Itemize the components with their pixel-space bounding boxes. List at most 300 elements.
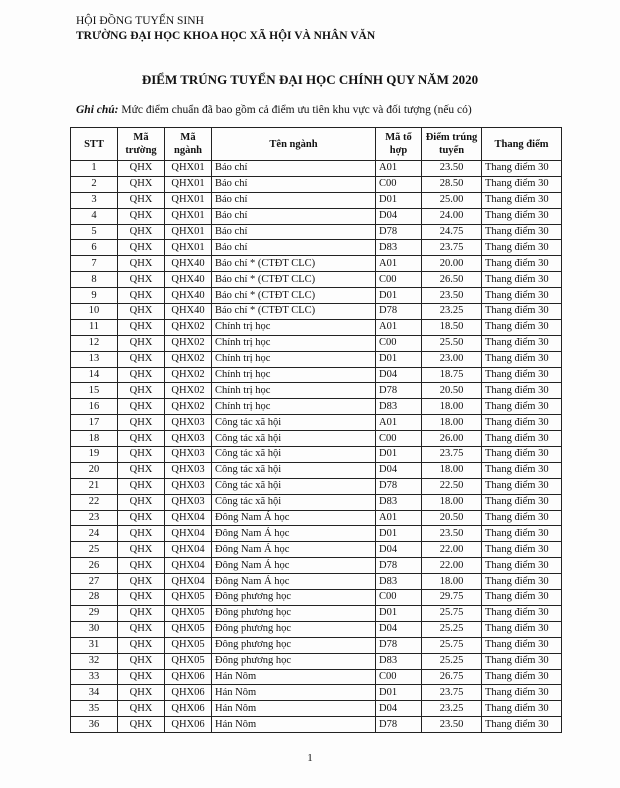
table-cell: 6 [71, 240, 118, 256]
table-row [71, 653, 562, 669]
table-row [71, 574, 562, 590]
table-cell: 23.25 [422, 701, 482, 717]
table-cell: QHX02 [165, 399, 212, 415]
table-cell: Hán Nôm [212, 669, 376, 685]
table-cell: 20 [71, 462, 118, 478]
table-row [71, 176, 562, 192]
table-cell: Chính trị học [212, 351, 376, 367]
table-cell: D04 [376, 701, 422, 717]
admission-scores-table [70, 127, 562, 733]
table-cell: C00 [376, 669, 422, 685]
table-cell: QHX [118, 510, 165, 526]
table-cell: D04 [376, 621, 422, 637]
table-row [71, 399, 562, 415]
table-cell: Thang điểm 30 [482, 494, 562, 510]
table-cell: 34 [71, 685, 118, 701]
table-cell: Đông Nam Á học [212, 542, 376, 558]
table-cell: A01 [376, 161, 422, 177]
table-cell: QHX02 [165, 351, 212, 367]
table-cell: 20.50 [422, 510, 482, 526]
table-cell: QHX01 [165, 176, 212, 192]
table-cell: 16 [71, 399, 118, 415]
table-cell: QHX03 [165, 494, 212, 510]
table-cell: Đông Nam Á học [212, 510, 376, 526]
table-cell: 25 [71, 542, 118, 558]
table-cell: 14 [71, 367, 118, 383]
column-header: Thang điểm [482, 128, 562, 161]
table-cell: QHX [118, 335, 165, 351]
table-cell: QHX05 [165, 621, 212, 637]
table-cell: QHX02 [165, 319, 212, 335]
organization-header [76, 14, 375, 44]
table-cell: 36 [71, 717, 118, 733]
document-title: ĐIỂM TRÚNG TUYỂN ĐẠI HỌC CHÍNH QUY NĂM 2020 [141, 72, 479, 87]
table-cell: C00 [376, 590, 422, 606]
table-row [71, 335, 562, 351]
table-cell: QHX [118, 272, 165, 288]
table-cell: Thang điểm 30 [482, 510, 562, 526]
table-cell: Thang điểm 30 [482, 288, 562, 304]
table-cell: D78 [376, 224, 422, 240]
table-cell: QHX [118, 462, 165, 478]
table-row [71, 542, 562, 558]
table-cell: Thang điểm 30 [482, 590, 562, 606]
table-cell: QHX40 [165, 272, 212, 288]
table-cell: Chính trị học [212, 367, 376, 383]
table-cell: D01 [376, 351, 422, 367]
table-cell: Báo chí [212, 224, 376, 240]
university-name: TRƯỜNG ĐẠI HỌC KHOA HỌC XÃ HỘI VÀ NHÂN VĂN [76, 30, 376, 42]
table-cell: Thang điểm 30 [482, 335, 562, 351]
table-cell: 17 [71, 415, 118, 431]
table-cell: Thang điểm 30 [482, 605, 562, 621]
table-cell: Thang điểm 30 [482, 367, 562, 383]
table-cell: 23.25 [422, 304, 482, 320]
table-cell: QHX [118, 351, 165, 367]
table-cell: 26.50 [422, 272, 482, 288]
table-cell: QHX05 [165, 637, 212, 653]
table-cell: 22.00 [422, 542, 482, 558]
table-cell: 18.75 [422, 367, 482, 383]
table-cell: Đông phương học [212, 621, 376, 637]
table-cell: 23.75 [422, 447, 482, 463]
table-cell: 23.50 [422, 288, 482, 304]
table-cell: 23.00 [422, 351, 482, 367]
table-cell: QHX03 [165, 431, 212, 447]
table-cell: D78 [376, 478, 422, 494]
table-cell: 11 [71, 319, 118, 335]
table-cell: Thang điểm 30 [482, 621, 562, 637]
table-header-row [71, 128, 562, 161]
table-cell: Báo chí * (CTĐT CLC) [212, 288, 376, 304]
table-cell: Thang điểm 30 [482, 431, 562, 447]
table-cell: Thang điểm 30 [482, 192, 562, 208]
table-cell: Công tác xã hội [212, 494, 376, 510]
table-cell: Thang điểm 30 [482, 176, 562, 192]
table-cell: QHX05 [165, 605, 212, 621]
column-header: Mã ngành [165, 128, 212, 161]
table-cell: QHX [118, 192, 165, 208]
table-cell: D01 [376, 605, 422, 621]
table-row [71, 288, 562, 304]
table-cell: QHX06 [165, 669, 212, 685]
table-cell: QHX [118, 605, 165, 621]
table-cell: Thang điểm 30 [482, 462, 562, 478]
table-cell: Chính trị học [212, 399, 376, 415]
table-cell: Đông phương học [212, 605, 376, 621]
table-cell: QHX04 [165, 510, 212, 526]
table-cell: Công tác xã hội [212, 447, 376, 463]
table-cell: 2 [71, 176, 118, 192]
table-cell: C00 [376, 176, 422, 192]
table-row [71, 256, 562, 272]
table-cell: 3 [71, 192, 118, 208]
table-cell: D01 [376, 685, 422, 701]
table-cell: 26.75 [422, 669, 482, 685]
table-cell: Hán Nôm [212, 717, 376, 733]
table-cell: Thang điểm 30 [482, 478, 562, 494]
table-row [71, 447, 562, 463]
table-cell: 23.50 [422, 161, 482, 177]
table-cell: 29.75 [422, 590, 482, 606]
table-cell: QHX01 [165, 224, 212, 240]
table-cell: 25.75 [422, 637, 482, 653]
table-row [71, 685, 562, 701]
table-cell: Đông Nam Á học [212, 526, 376, 542]
table-cell: Chính trị học [212, 383, 376, 399]
table-cell: A01 [376, 415, 422, 431]
table-cell: QHX [118, 399, 165, 415]
table-cell: Thang điểm 30 [482, 304, 562, 320]
table-cell: D83 [376, 399, 422, 415]
table-cell: 28 [71, 590, 118, 606]
table-cell: Thang điểm 30 [482, 399, 562, 415]
table-cell: 21 [71, 478, 118, 494]
table-cell: QHX05 [165, 653, 212, 669]
table-cell: Hán Nôm [212, 685, 376, 701]
table-cell: Thang điểm 30 [482, 272, 562, 288]
table-row [71, 621, 562, 637]
table-cell: Thang điểm 30 [482, 224, 562, 240]
table-cell: 23.75 [422, 240, 482, 256]
table-cell: Báo chí [212, 208, 376, 224]
table-cell: 25.25 [422, 621, 482, 637]
table-cell: D78 [376, 558, 422, 574]
table-cell: 25.50 [422, 335, 482, 351]
table-cell: 8 [71, 272, 118, 288]
table-cell: 31 [71, 637, 118, 653]
table-row [71, 415, 562, 431]
table-cell: Thang điểm 30 [482, 558, 562, 574]
table-cell: Đông phương học [212, 637, 376, 653]
table-cell: QHX04 [165, 558, 212, 574]
table-cell: QHX03 [165, 415, 212, 431]
table-cell: D04 [376, 542, 422, 558]
table-cell: QHX06 [165, 701, 212, 717]
table-cell: Chính trị học [212, 335, 376, 351]
table-cell: QHX05 [165, 590, 212, 606]
table-row [71, 431, 562, 447]
table-cell: 25.75 [422, 605, 482, 621]
table-cell: D78 [376, 717, 422, 733]
table-cell: 23 [71, 510, 118, 526]
table-cell: 18.00 [422, 415, 482, 431]
table-cell: Công tác xã hội [212, 415, 376, 431]
table-cell: QHX01 [165, 208, 212, 224]
table-cell: D01 [376, 288, 422, 304]
table-cell: D04 [376, 462, 422, 478]
table-cell: QHX [118, 526, 165, 542]
table-cell: Báo chí * (CTĐT CLC) [212, 256, 376, 272]
table-row [71, 304, 562, 320]
table-cell: QHX03 [165, 462, 212, 478]
table-cell: QHX [118, 304, 165, 320]
table-cell: Báo chí [212, 176, 376, 192]
table-cell: QHX [118, 669, 165, 685]
table-cell: Thang điểm 30 [482, 685, 562, 701]
table-cell: Thang điểm 30 [482, 701, 562, 717]
note-label: Ghi chú: [76, 104, 119, 116]
table-cell: 7 [71, 256, 118, 272]
table-cell: D83 [376, 574, 422, 590]
table-cell: QHX06 [165, 717, 212, 733]
table-cell: Đông Nam Á học [212, 558, 376, 574]
table-cell: Báo chí * (CTĐT CLC) [212, 304, 376, 320]
table-cell: 26 [71, 558, 118, 574]
table-cell: Hán Nôm [212, 701, 376, 717]
table-row [71, 192, 562, 208]
table-cell: Công tác xã hội [212, 478, 376, 494]
table-row [71, 637, 562, 653]
table-cell: D78 [376, 304, 422, 320]
table-row [71, 367, 562, 383]
table-cell: QHX40 [165, 304, 212, 320]
table-cell: 24 [71, 526, 118, 542]
table-cell: Đông Nam Á học [212, 574, 376, 590]
table-cell: QHX [118, 574, 165, 590]
table-cell: QHX03 [165, 478, 212, 494]
table-cell: 10 [71, 304, 118, 320]
table-cell: D78 [376, 637, 422, 653]
table-cell: D83 [376, 240, 422, 256]
table-cell: Thang điểm 30 [482, 574, 562, 590]
table-cell: QHX01 [165, 240, 212, 256]
table-cell: Báo chí [212, 161, 376, 177]
table-cell: A01 [376, 256, 422, 272]
table-cell: 24.75 [422, 224, 482, 240]
table-cell: 27 [71, 574, 118, 590]
table-cell: 22 [71, 494, 118, 510]
table-cell: Đông phương học [212, 590, 376, 606]
table-cell: 13 [71, 351, 118, 367]
table-cell: 18.00 [422, 399, 482, 415]
table-cell: Thang điểm 30 [482, 542, 562, 558]
table-cell: C00 [376, 335, 422, 351]
table-cell: QHX [118, 208, 165, 224]
table-cell: QHX06 [165, 685, 212, 701]
table-row [71, 224, 562, 240]
table-cell: 23.75 [422, 685, 482, 701]
table-cell: QHX [118, 319, 165, 335]
table-cell: 30 [71, 621, 118, 637]
table-cell: A01 [376, 510, 422, 526]
table-cell: QHX04 [165, 526, 212, 542]
table-cell: QHX [118, 590, 165, 606]
table-cell: D01 [376, 526, 422, 542]
table-cell: 12 [71, 335, 118, 351]
table-cell: QHX [118, 717, 165, 733]
table-cell: Thang điểm 30 [482, 161, 562, 177]
table-row [71, 383, 562, 399]
table-cell: 32 [71, 653, 118, 669]
table-cell: D04 [376, 208, 422, 224]
table-cell: C00 [376, 431, 422, 447]
column-header: Mã trường [118, 128, 165, 161]
table-cell: Thang điểm 30 [482, 351, 562, 367]
table-row [71, 510, 562, 526]
table-cell: QHX [118, 701, 165, 717]
table-cell: QHX [118, 637, 165, 653]
table-row [71, 590, 562, 606]
table-row [71, 669, 562, 685]
table-row [71, 478, 562, 494]
table-cell: 20.00 [422, 256, 482, 272]
table-cell: QHX [118, 431, 165, 447]
table-cell: QHX04 [165, 574, 212, 590]
table-cell: D83 [376, 653, 422, 669]
table-cell: QHX [118, 447, 165, 463]
table-cell: QHX [118, 478, 165, 494]
table-cell: 18.00 [422, 494, 482, 510]
table-cell: QHX [118, 367, 165, 383]
table-cell: Thang điểm 30 [482, 653, 562, 669]
table-cell: 9 [71, 288, 118, 304]
table-cell: Báo chí [212, 192, 376, 208]
table-cell: QHX [118, 383, 165, 399]
table-cell: 28.50 [422, 176, 482, 192]
page-number: 1 [307, 752, 313, 764]
table-cell: Thang điểm 30 [482, 669, 562, 685]
column-header: Tên ngành [212, 128, 376, 161]
table-cell: Thang điểm 30 [482, 240, 562, 256]
table-cell: 22.00 [422, 558, 482, 574]
table-cell: 15 [71, 383, 118, 399]
table-cell: 20.50 [422, 383, 482, 399]
table-cell: QHX02 [165, 383, 212, 399]
table-cell: Thang điểm 30 [482, 717, 562, 733]
table-cell: QHX [118, 256, 165, 272]
note [76, 104, 472, 116]
table-cell: 18.00 [422, 462, 482, 478]
table-cell: QHX03 [165, 447, 212, 463]
table-row [71, 605, 562, 621]
table-cell: 35 [71, 701, 118, 717]
table-cell: D01 [376, 447, 422, 463]
table-row [71, 272, 562, 288]
table-cell: 25.00 [422, 192, 482, 208]
table-cell: QHX [118, 653, 165, 669]
table-row [71, 558, 562, 574]
table-cell: 18.00 [422, 574, 482, 590]
table-cell: Thang điểm 30 [482, 447, 562, 463]
table-cell: Thang điểm 30 [482, 208, 562, 224]
table-cell: QHX [118, 542, 165, 558]
column-header: STT [71, 128, 118, 161]
table-row [71, 494, 562, 510]
table-cell: 23.50 [422, 526, 482, 542]
table-row [71, 319, 562, 335]
table-cell: Thang điểm 30 [482, 526, 562, 542]
table-cell: Đông phương học [212, 653, 376, 669]
table-cell: QHX [118, 415, 165, 431]
table-cell: Công tác xã hội [212, 462, 376, 478]
table-cell: 33 [71, 669, 118, 685]
table-cell: QHX [118, 494, 165, 510]
table-cell: QHX [118, 224, 165, 240]
table-cell: Thang điểm 30 [482, 637, 562, 653]
table-cell: 22.50 [422, 478, 482, 494]
table-cell: QHX [118, 685, 165, 701]
table-cell: 1 [71, 161, 118, 177]
table-row [71, 161, 562, 177]
table-cell: Thang điểm 30 [482, 319, 562, 335]
table-cell: 19 [71, 447, 118, 463]
table-row [71, 462, 562, 478]
table-row [71, 526, 562, 542]
table-row [71, 351, 562, 367]
table-row [71, 240, 562, 256]
table-row [71, 208, 562, 224]
table-cell: 5 [71, 224, 118, 240]
table-cell: 29 [71, 605, 118, 621]
table-cell: A01 [376, 319, 422, 335]
table-cell: QHX01 [165, 192, 212, 208]
table-cell: QHX [118, 558, 165, 574]
column-header: Mã tổ hợp [376, 128, 422, 161]
table-cell: QHX01 [165, 161, 212, 177]
note-text: Mức điểm chuẩn đã bao gồm cả điểm ưu tiên khu vực và đối tượng (nếu có) [118, 104, 472, 116]
table-cell: Thang điểm 30 [482, 415, 562, 431]
table-cell: 23.50 [422, 717, 482, 733]
table-cell: QHX [118, 288, 165, 304]
table-cell: QHX04 [165, 542, 212, 558]
table-cell: QHX40 [165, 288, 212, 304]
table-cell: 18.50 [422, 319, 482, 335]
table-row [71, 717, 562, 733]
table-cell: QHX02 [165, 335, 212, 351]
table-cell: D01 [376, 192, 422, 208]
table-row [71, 701, 562, 717]
column-header: Điểm trúng tuyển [422, 128, 482, 161]
table-cell: 4 [71, 208, 118, 224]
table-cell: D78 [376, 383, 422, 399]
table-cell: QHX [118, 240, 165, 256]
table-cell: 18 [71, 431, 118, 447]
table-cell: Báo chí * (CTĐT CLC) [212, 272, 376, 288]
table-cell: 25.25 [422, 653, 482, 669]
table-cell: QHX [118, 176, 165, 192]
table-cell: C00 [376, 272, 422, 288]
table-cell: D83 [376, 494, 422, 510]
table-cell: 26.00 [422, 431, 482, 447]
table-cell: QHX40 [165, 256, 212, 272]
table-cell: Công tác xã hội [212, 431, 376, 447]
table-cell: Thang điểm 30 [482, 256, 562, 272]
table-cell: QHX [118, 161, 165, 177]
council-name: HỘI ĐỒNG TUYỂN SINH [76, 15, 204, 27]
table-cell: D04 [376, 367, 422, 383]
table-cell: Thang điểm 30 [482, 383, 562, 399]
